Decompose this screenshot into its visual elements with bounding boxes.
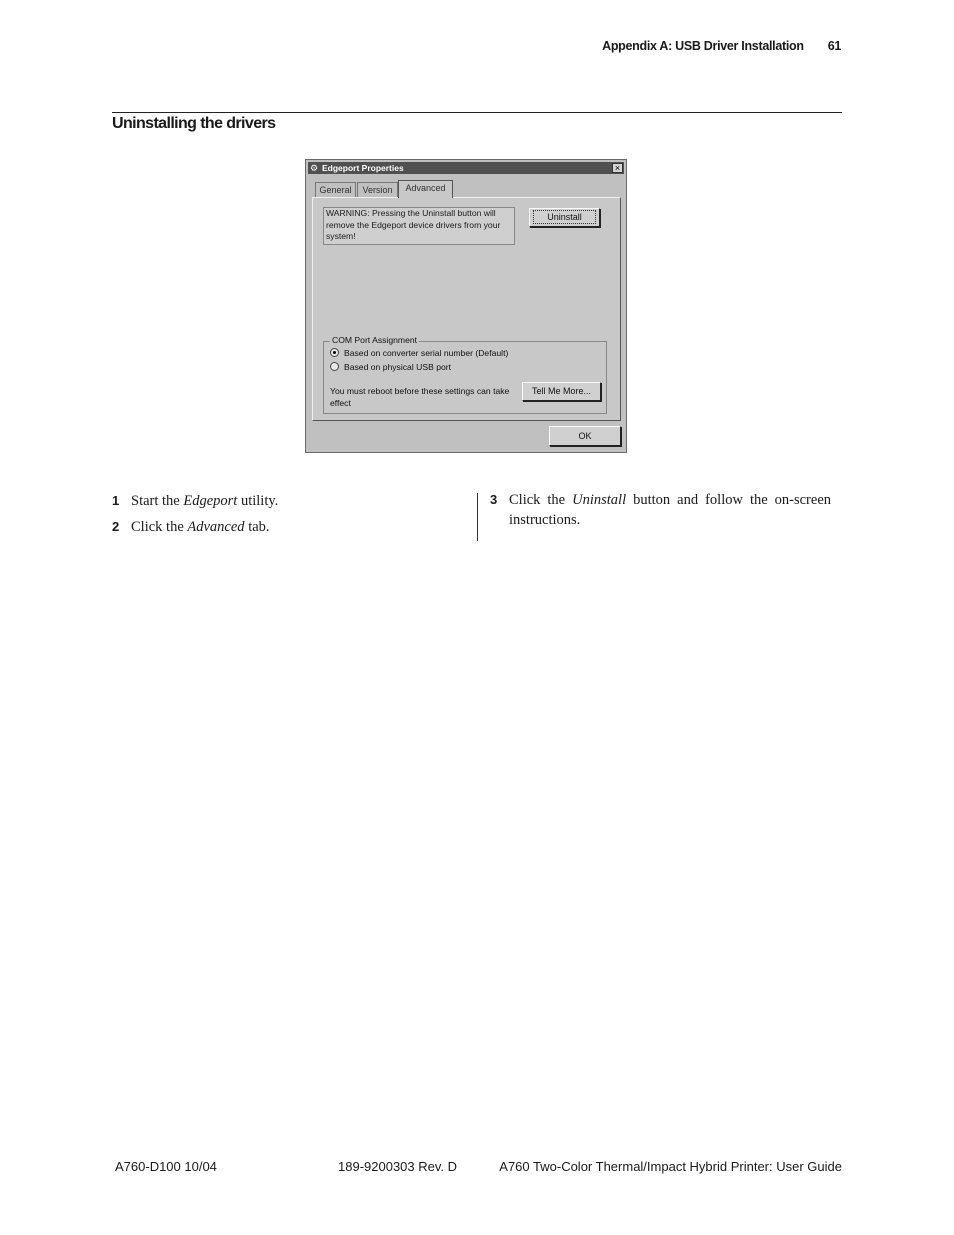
tab-version[interactable]: Version (357, 182, 398, 197)
dialog-titlebar (308, 162, 624, 174)
section-title: Uninstalling the drivers (112, 115, 276, 132)
uninstall-button[interactable] (529, 208, 600, 227)
com-port-assignment-group (323, 335, 607, 414)
radio-serial-number[interactable] (330, 347, 508, 359)
radio-physical-port[interactable] (330, 361, 451, 373)
tell-me-more-button[interactable]: Tell Me More... (522, 382, 601, 401)
footer-doc-code: A760-D100 10/04 (115, 1159, 217, 1174)
running-header (602, 39, 841, 53)
group-legend: COM Port Assignment (332, 335, 418, 345)
close-icon[interactable]: × (612, 163, 623, 173)
header-section: Appendix A: USB Driver Installation (602, 39, 804, 53)
step-text: Click the (509, 492, 566, 508)
uninstall-button-label: Uninstall (533, 210, 596, 224)
step-text: Start the (131, 493, 180, 509)
radio-selected-icon (330, 348, 339, 357)
step-number: 3 (490, 492, 498, 507)
step-text: Click the (131, 519, 184, 535)
advanced-panel (312, 197, 621, 421)
section-rule (112, 112, 842, 113)
tab-general[interactable]: General (315, 182, 356, 197)
edgeport-properties-dialog (305, 159, 627, 453)
reboot-note: You must reboot before these settings can take effect (330, 386, 510, 408)
footer-part-number: 189-9200303 Rev. D (338, 1159, 458, 1174)
column-divider (477, 493, 478, 541)
step-item (490, 490, 831, 530)
radio-label: Based on converter serial number (Default) (344, 348, 509, 358)
step-emphasis: Uninstall (572, 492, 627, 508)
app-icon: ⚙ (310, 163, 319, 173)
step-emphasis: Advanced (187, 519, 245, 535)
dialog-title: Edgeport Properties (322, 163, 404, 173)
step-number: 1 (112, 493, 120, 508)
step-text: tab. (248, 519, 270, 535)
footer-guide-title: A760 Two-Color Thermal/Impact Hybrid Printer: User Guide (499, 1159, 842, 1174)
ok-button[interactable]: OK (549, 426, 621, 446)
step-text: button and follow the on-screen instructions. (509, 492, 832, 528)
step-number: 2 (112, 519, 120, 534)
radio-unselected-icon (330, 362, 339, 371)
step-text: utility. (240, 493, 279, 509)
step-emphasis: Edgeport (183, 493, 238, 509)
warning-message: WARNING: Pressing the Uninstall button will remove the Edgeport device drivers from your system! (323, 207, 515, 245)
step-item (112, 491, 462, 511)
tab-advanced[interactable]: Advanced (398, 180, 453, 198)
page-number: 61 (827, 39, 841, 53)
radio-label: Based on physical USB port (344, 362, 452, 372)
step-item (112, 517, 462, 537)
